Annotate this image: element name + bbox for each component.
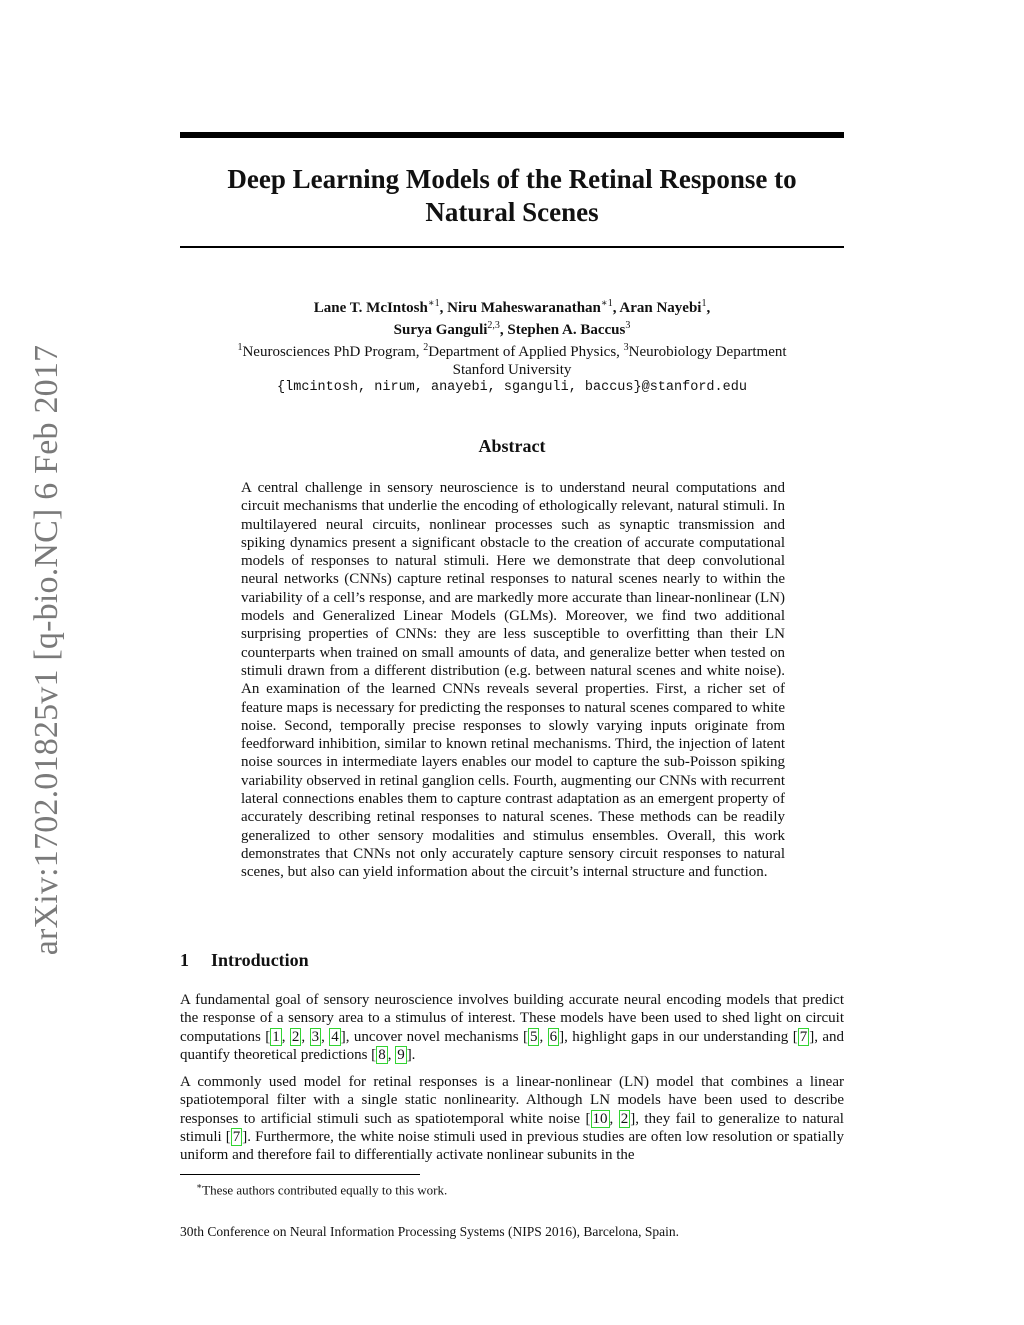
author-names-line-2: Surya Ganguli$^{2,3}$, Stephen A. Baccus$^3$ [393,320,631,338]
citation-link[interactable]: 6 [549,1028,558,1045]
paragraph-text: ]. Furthermore, the white noise stimuli used in previous studies are often low resolution or spatially uniform and therefore fail to differentially activate nonlinear subunits in the [180,1129,845,1164]
affiliation-mark: 2 [423,342,429,353]
author-name: Surya Ganguli [393,322,488,338]
citation-link[interactable]: 7 [799,1028,808,1045]
citation-link[interactable]: 1 [272,1028,280,1045]
citation-link[interactable]: 9 [397,1046,405,1063]
author-name: Aran Nayebi [619,300,702,316]
footnote [196,1178,447,1198]
citation-link[interactable]: 8 [378,1046,386,1063]
abstract-heading: Abstract [478,436,546,456]
affiliation-mark: 3 [623,342,629,353]
affiliation-text: Department of Applied Physics, [428,344,624,360]
author-emails: {lmcintosh, nirum, anayebi, sganguli, baccus}@stanford.edu [277,380,747,395]
section-number: 1 [180,950,189,970]
title-line-2: Natural Scenes [425,197,599,227]
author-names-line-1: Lane T. McIntosh$^{∗1}$, Niru Maheswaranathan$^{∗1}$, Aran Nayebi$^1$, [313,298,711,316]
citation-link[interactable]: 10 [592,1110,608,1127]
arxiv-identifier: arXiv:1702.01825v1 [q-bio.NC] 6 Feb 2017 [28,344,65,956]
author-block [180,295,844,397]
paragraph-text: A fundamental goal of sensory neuroscience involves building accurate neural encoding models that predict the response of a sensory area to a stimulus of interest. These models have been used to shed light on circuit computations [ [180,992,844,1045]
paragraph-text: ], highlight gaps in our understanding [ [559,1028,798,1045]
abstract-body: A central challenge in sensory neuroscience is to understand neural computations and circuit mechanisms that underlie the encoding of ethologically relevant, natural stimuli. In multilayered neural circuits, nonlinear processes such as synaptic transmission and spiking dynamics present a significant obstacle to the creation of accurate computational models of responses to natural stimuli. Here we demonstrate that deep convolutional neural networks (CNNs) capture retinal responses to natural scenes nearly to within the variability of a cell’s response, and are markedly more accurate than linear-nonlinear (LN) models and Generalized Linear Models (GLMs). Moreover, we find two additional surprising properties of CNNs: they are less susceptible to overfitting than their LN counterparts when trained on small amounts of data, and generalize better when tested on stimuli drawn from a different distribution (e.g. between natural scenes and white noise). An examination of the learned CNNs reveals several properties. First, a richer set of feature maps is necessary for predicting the responses to natural scenes compared to white noise. Second, temporally precise responses to slowly varying inputs originate from feedforward inhibition, similar to known retinal mechanisms. Third, the injection of latent noise sources in intermediate layers enables our model to capture the sub-Poisson spiking variability observed in retinal ganglion cells. Fourth, augmenting our CNNs with recurrent lateral connections enables them to capture contrast adaptation as an emergent property of accurately describing retinal responses to natural scenes. These methods can be readily generalized to other sensory modalities and stimulus ensembles. Overall, this work demonstrates that CNNs not only accurately capture sensory circuit responses to natural scenes, but also can yield information about the circuit’s internal structure and function. [241,480,785,881]
introduction-body [180,991,844,1174]
section-title: Introduction [211,950,309,970]
author-affiliation-mark: 1 [701,298,707,309]
paper-title [180,163,844,229]
affiliation-text: Neurobiology Department [628,344,787,360]
university: Stanford University [452,362,572,378]
citation-link[interactable]: 2 [291,1028,300,1045]
title-line-1: Deep Learning Models of the Retinal Response to [227,164,797,194]
conference-note: 30th Conference on Neural Information Processing Systems (NIPS 2016), Barcelona, Spain. [180,1224,680,1239]
citation-link[interactable]: 2 [620,1110,629,1127]
author-affiliation-mark: 3 [625,320,631,331]
footnote-text: These authors contributed equally to this work. [202,1182,448,1198]
title-top-rule [180,132,844,138]
author-affiliation-mark: ∗1 [600,298,613,309]
paragraph-text: A commonly used model for retinal responses is a linear-nonlinear (LN) model that combines a linear spatiotemporal filter with a single static nonlinearity. Although LN models have been used to describe responses to artificial stimuli such as spatiotemporal white noise [ [180,1074,844,1127]
author-name: Lane T. McIntosh [313,300,428,316]
intro-paragraph-1: A fundamental goal of sensory neuroscience involves building accurate neural encoding models that predict the response of a sensory area to a stimulus of interest. These models have been used to shed light on circuit computations [ 1 , 2 , 3 , 4 ], uncover novel mechanisms [ 5 , 6 ], highlight gaps in our understanding [ 7 ], and quantify theoretical predictions [ 8 , 9 ]. [180,992,845,1063]
author-name: Stephen A. Baccus [507,322,626,338]
citation-link[interactable]: 4 [331,1028,339,1045]
affiliation-mark: 1 [237,342,243,353]
author-affiliation-mark: ∗1 [427,298,440,309]
citation-link[interactable]: 3 [311,1028,320,1045]
paragraph-text: ], they fail to generalize to natural stimuli [ [180,1110,844,1146]
author-name: Niru Maheswaranathan [447,300,601,316]
footnote-marker: ∗ [196,1181,203,1191]
affiliations-line [180,339,844,361]
paragraph-text: ], uncover novel mechanisms [ [340,1028,528,1045]
affiliation-text: Neurosciences PhD Program, [242,344,424,360]
intro-paragraph-2: A commonly used model for retinal responses is a linear-nonlinear (LN) model that combines a linear spatiotemporal filter with a single static nonlinearity. Although LN models have been used to describe responses to artificial stimuli such as spatiotemporal white noise [ 10 , 2 ], they fail to generalize to natural stimuli [ 7 ]. Furthermore, the white noise stimuli used in previous studies are often low resolution or spatially uniform and therefore fail to differentially activate nonlinear subunits in the [180,1074,845,1164]
citation-link[interactable]: 5 [529,1028,538,1045]
paragraph-text: ], and quantify theoretical predictions [ [180,1028,845,1063]
author-affiliation-mark: 2,3 [487,320,500,331]
citation-link[interactable]: 7 [232,1129,241,1146]
paragraph-text: ]. [406,1046,416,1063]
footnote-rule [180,1174,420,1175]
section-heading [180,950,309,971]
title-bottom-rule [180,246,844,248]
